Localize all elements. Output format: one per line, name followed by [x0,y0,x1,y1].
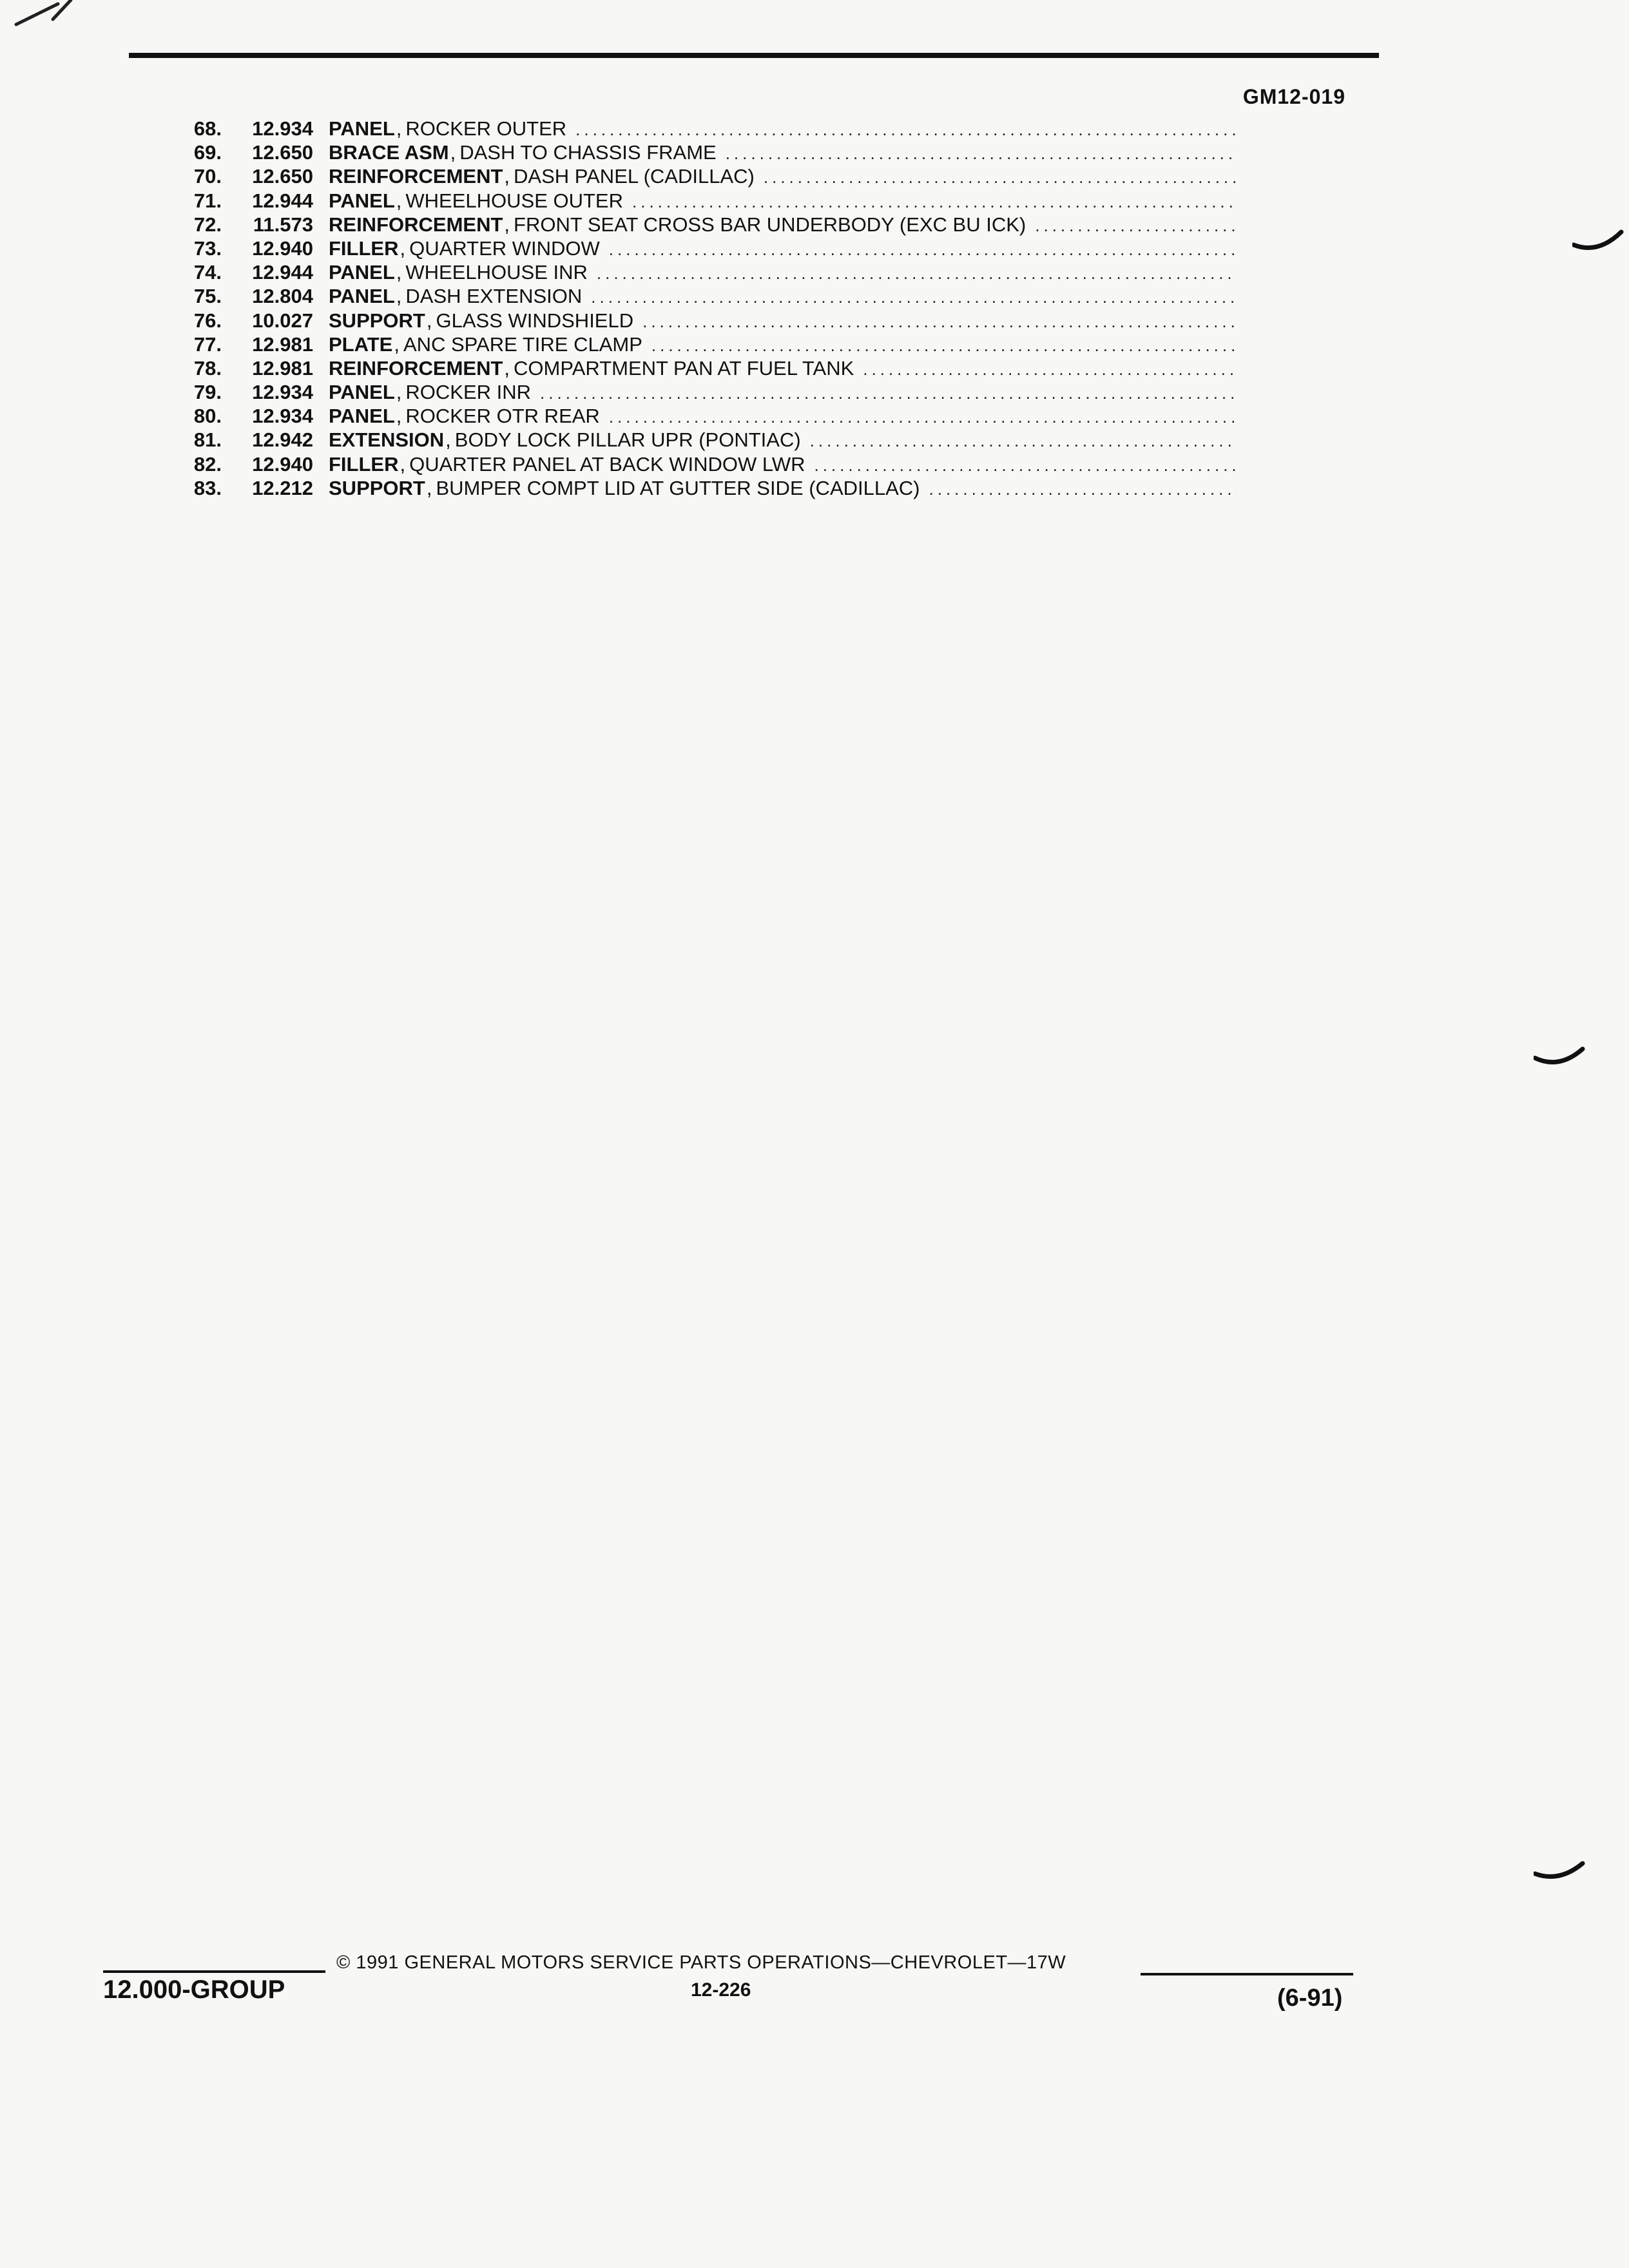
separator: , [426,309,432,332]
separator: , [400,452,406,476]
group-number: 12.804 [252,285,313,308]
dot-leader [814,456,1237,476]
list-item [174,453,1237,477]
item-number: 75. [193,285,222,308]
group-number: 10.027 [252,309,313,332]
separator: , [396,261,402,284]
group-number: 12.942 [252,428,313,452]
list-item [174,381,1237,405]
part-description: DASH TO CHASSIS FRAME [459,141,717,164]
dot-leader [651,336,1237,356]
group-number: 12.944 [252,189,313,212]
item-number: 82. [193,452,222,476]
list-item [174,261,1237,285]
item-number: 76. [193,309,222,332]
footer-rule-left [103,1970,325,1973]
group-number: 12.934 [252,117,313,140]
separator: , [504,165,510,188]
group-number: 12.212 [252,476,313,499]
page-number: 12-226 [691,1979,751,2001]
dot-leader [597,264,1237,284]
list-item [174,309,1237,333]
part-noun: PANEL [329,261,395,284]
hole-punch-mark-icon [1572,226,1624,258]
group-number: 12.940 [252,452,313,476]
separator: , [504,213,510,236]
item-number: 68. [193,117,222,140]
part-noun: EXTENSION [329,428,445,452]
dot-leader [810,431,1237,451]
group-number: 12.981 [252,356,313,380]
part-noun: REINFORCEMENT [329,165,503,188]
part-description: ROCKER INR [405,381,532,404]
separator: , [396,285,402,308]
group-number: 12.934 [252,381,313,404]
separator: , [450,141,456,164]
part-noun: REINFORCEMENT [329,213,503,236]
separator: , [426,476,432,499]
item-number: 83. [193,476,222,499]
list-item [174,285,1237,309]
part-noun: PANEL [329,189,395,212]
list-item [174,477,1237,501]
dot-leader [929,479,1238,499]
list-item [174,237,1237,261]
group-label: 12.000-GROUP [103,1975,285,2004]
item-number: 70. [193,165,222,188]
group-number: 12.944 [252,261,313,284]
group-number: 12.650 [252,141,313,164]
separator: , [396,381,402,404]
copyright-line: © 1991 GENERAL MOTORS SERVICE PARTS OPERATIONS—CHEVROLET—17W [336,1952,1066,1973]
part-description: QUARTER PANEL AT BACK WINDOW LWR [409,452,805,476]
list-item [174,141,1237,165]
list-item [174,333,1237,357]
dot-leader [726,144,1237,164]
group-number: 12.934 [252,405,313,428]
part-description: FRONT SEAT CROSS BAR UNDERBODY (EXC BU ICK) [514,213,1027,236]
item-number: 69. [193,141,222,164]
item-number: 80. [193,405,222,428]
footer-rule-right [1141,1973,1353,1975]
pen-mark-icon [13,0,84,32]
group-number: 12.940 [252,236,313,260]
part-description: QUARTER WINDOW [409,236,600,260]
list-item [174,428,1237,452]
dot-leader [609,407,1237,427]
part-description: BODY LOCK PILLAR UPR (PONTIAC) [454,428,801,452]
item-number: 81. [193,428,222,452]
part-description: BUMPER COMPT LID AT GUTTER SIDE (CADILLAC) [436,476,920,499]
dot-leader [609,240,1237,260]
list-item [174,165,1237,189]
group-number: 12.981 [252,332,313,356]
part-noun: FILLER [329,452,399,476]
part-description: GLASS WINDSHIELD [436,309,634,332]
list-item [174,117,1237,141]
item-number: 71. [193,189,222,212]
separator: , [396,117,402,140]
part-description: ANC SPARE TIRE CLAMP [403,332,642,356]
separator: , [394,332,400,356]
dot-leader [591,287,1237,307]
item-number: 78. [193,356,222,380]
part-noun: PANEL [329,405,395,428]
item-number: 77. [193,332,222,356]
part-description: ROCKER OUTER [405,117,567,140]
dot-leader [632,192,1237,212]
part-description: DASH PANEL (CADILLAC) [514,165,755,188]
hole-punch-mark-icon [1534,1044,1585,1076]
part-noun: PLATE [329,332,393,356]
separator: , [445,428,451,452]
part-noun: BRACE ASM [329,141,449,164]
part-description: DASH EXTENSION [405,285,583,308]
list-item [174,357,1237,381]
part-noun: REINFORCEMENT [329,356,503,380]
group-number: 12.650 [252,165,313,188]
list-item [174,189,1237,213]
part-noun: PANEL [329,285,395,308]
item-number: 72. [193,213,222,236]
list-item [174,405,1237,428]
dot-leader [863,360,1237,380]
hole-punch-mark-icon [1534,1856,1585,1888]
part-description: WHEELHOUSE OUTER [405,189,623,212]
dot-leader [764,168,1237,187]
top-rule [129,53,1379,58]
dot-leader [642,312,1237,332]
part-description: COMPARTMENT PAN AT FUEL TANK [514,356,854,380]
group-number: 11.573 [253,213,313,236]
separator: , [396,405,402,428]
document-code: GM12-019 [1242,85,1345,108]
item-number: 73. [193,236,222,260]
list-item [174,213,1237,237]
date-code: (6-91) [1277,1984,1343,2012]
part-description: WHEELHOUSE INR [405,261,588,284]
item-number: 79. [193,381,222,404]
part-noun: PANEL [329,381,395,404]
part-noun: SUPPORT [329,309,425,332]
separator: , [400,236,406,260]
separator: , [504,356,510,380]
part-description: ROCKER OTR REAR [405,405,600,428]
part-noun: PANEL [329,117,395,140]
item-number: 74. [193,261,222,284]
parts-list [174,117,1237,501]
dot-leader [1035,216,1237,236]
part-noun: SUPPORT [329,476,425,499]
separator: , [396,189,402,212]
dot-leader [575,120,1237,140]
dot-leader [540,383,1237,403]
part-noun: FILLER [329,236,399,260]
